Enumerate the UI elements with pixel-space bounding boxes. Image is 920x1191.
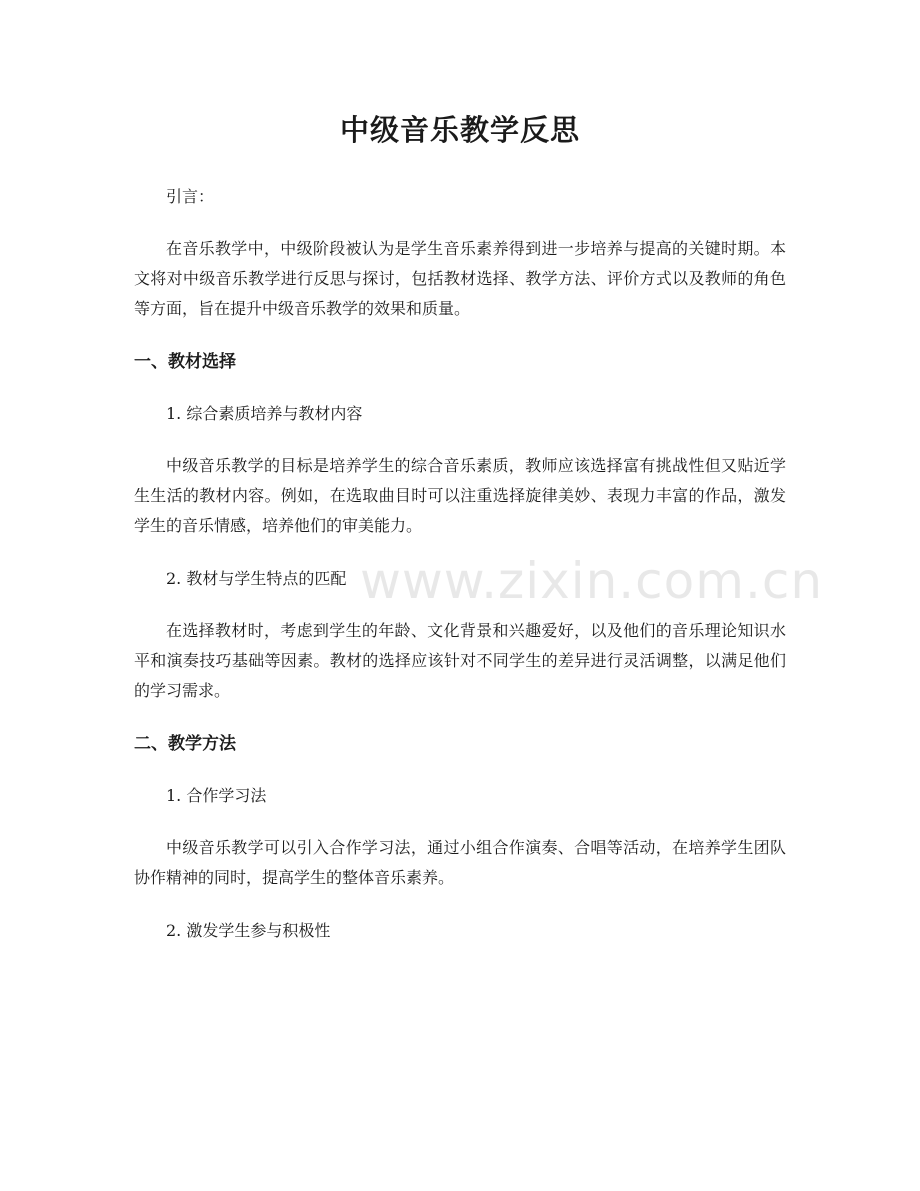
section-heading-textbook: 一、教材选择 xyxy=(134,352,236,372)
paragraph-textbook-match: 在选择教材时，考虑到学生的年龄、文化背景和兴趣爱好，以及他们的音乐理论知识水平和演奏技巧基础等因素。教材的选择应该针对不同学生的差异进行灵活调整，以满足他们的学习需求。 xyxy=(134,621,786,700)
watermark-text: www.zixin.com.cn xyxy=(360,552,824,610)
paragraph-cooperative-learning: 中级音乐教学可以引入合作学习法，通过小组合作演奏、合唱等活动，在培养学生团队协作精神的同时，提高学生的整体音乐素养。 xyxy=(134,838,786,887)
document-title: 中级音乐教学反思 xyxy=(339,113,580,147)
intro-label: 引言： xyxy=(166,187,215,206)
intro-paragraph: 在音乐教学中，中级阶段被认为是学生音乐素养得到进一步培养与提高的关键时期。本文将对中级音乐教学进行反思与探讨，包括教材选择、教学方法、评价方式以及教师的角色等方面，旨在提升中级音乐教学的效果和质量。 xyxy=(134,239,786,318)
subheading-cooperative-learning: 1. 合作学习法 xyxy=(166,786,267,805)
document-page xyxy=(134,108,786,968)
subheading-textbook-match: 2. 教材与学生特点的匹配 xyxy=(166,569,347,588)
paragraph-comprehensive-quality: 中级音乐教学的目标是培养学生的综合音乐素质，教师应该选择富有挑战性但又贴近学生生活的教材内容。例如，在选取曲目时可以注重选择旋律美妙、表现力丰富的作品，激发学生的音乐情感，培养他们的审美能力。 xyxy=(134,456,786,535)
subheading-comprehensive-quality: 1. 综合素质培养与教材内容 xyxy=(166,404,363,423)
subheading-student-engagement: 2. 激发学生参与积极性 xyxy=(166,921,331,940)
section-heading-methods: 二、教学方法 xyxy=(134,734,236,754)
